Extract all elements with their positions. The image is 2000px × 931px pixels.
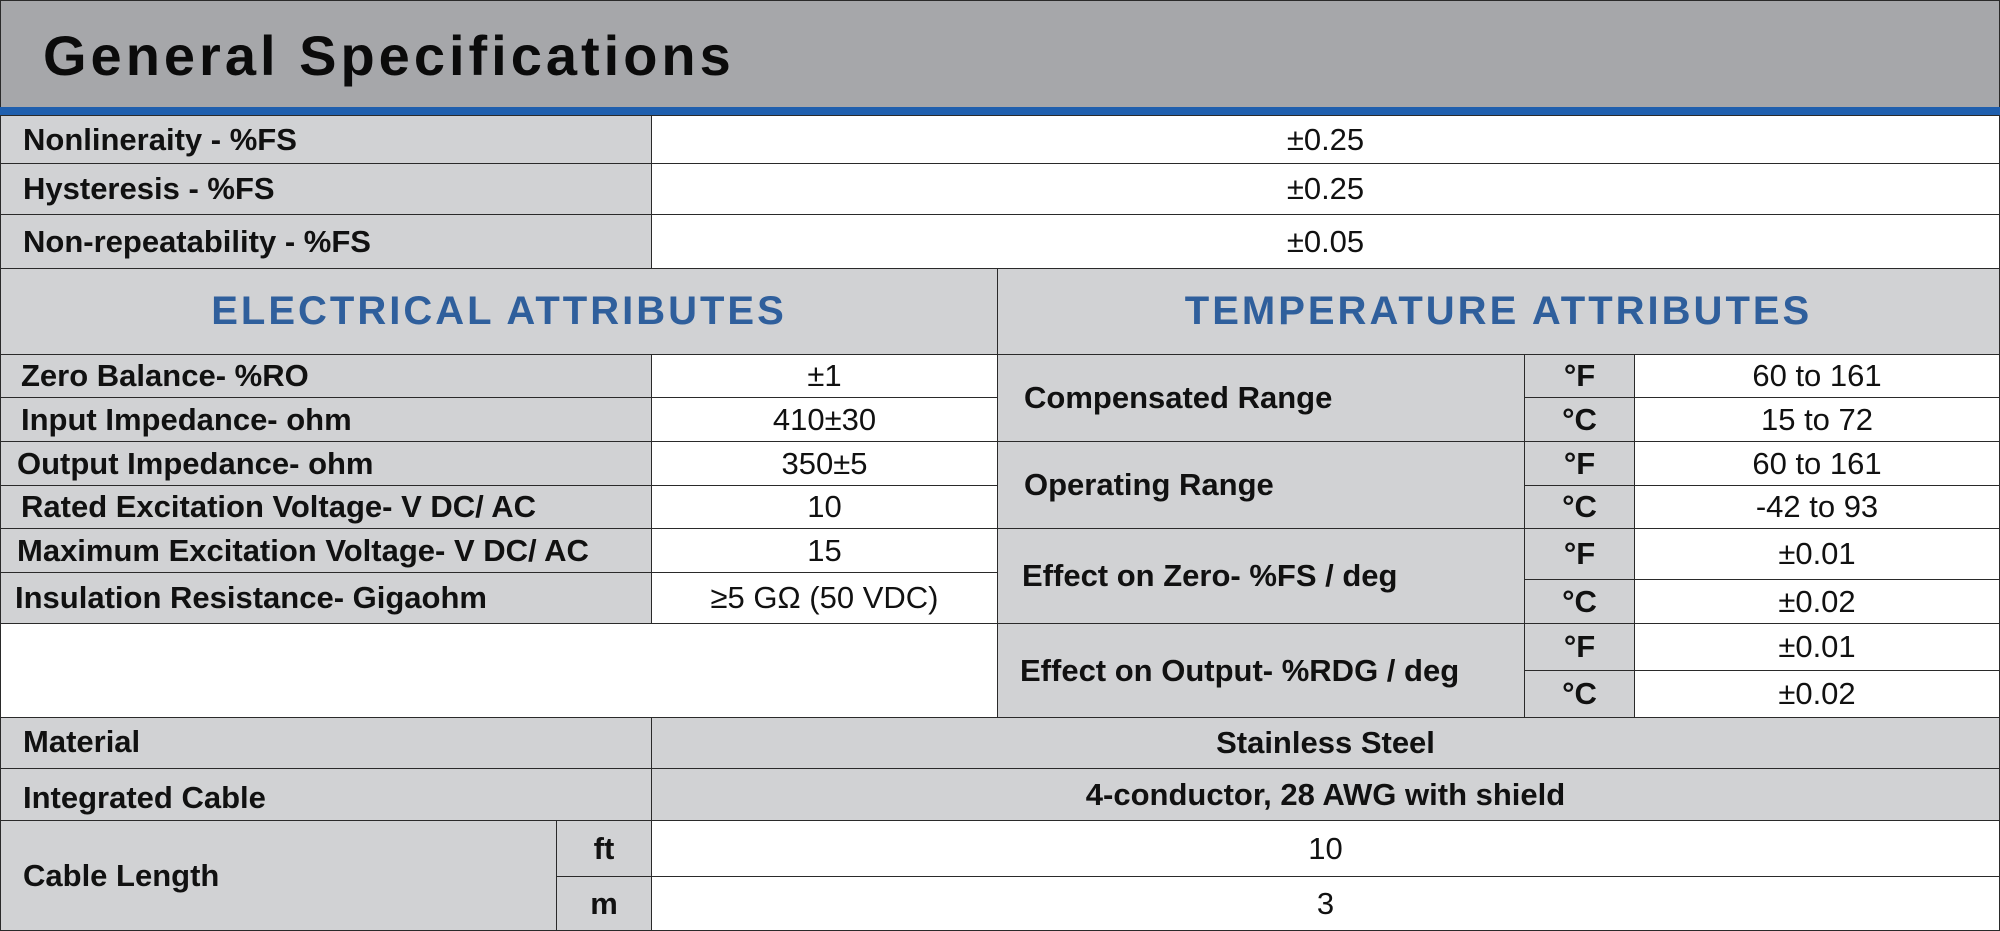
maximum-excitation-label: Maximum Excitation Voltage- V DC/ AC xyxy=(0,528,652,573)
electrical-attributes-heading: ELECTRICAL ATTRIBUTES xyxy=(0,268,998,355)
non-repeatability-value: ±0.05 xyxy=(651,214,2000,269)
page-title: General Specifications xyxy=(43,24,735,87)
integrated-cable-label: Integrated Cable xyxy=(0,768,652,821)
compensated-f-unit: °F xyxy=(1524,354,1635,398)
nonlinearity-label: Nonlineraity - %FS xyxy=(0,115,652,164)
compensated-c-unit: °C xyxy=(1524,397,1635,442)
compensated-range-label: Compensated Range xyxy=(997,354,1525,442)
effect-output-c-unit: °C xyxy=(1524,670,1635,718)
effect-on-output-label: Effect on Output- %RDG / deg xyxy=(997,623,1525,718)
insulation-resistance-value: ≥5 GΩ (50 VDC) xyxy=(651,572,998,624)
rated-excitation-label: Rated Excitation Voltage- V DC/ AC xyxy=(0,485,652,529)
nonlinearity-value: ±0.25 xyxy=(651,115,2000,164)
cable-length-label: Cable Length xyxy=(0,820,557,931)
material-value: Stainless Steel xyxy=(651,717,2000,769)
electrical-blank-cell xyxy=(0,623,998,718)
input-impedance-value: 410±30 xyxy=(651,397,998,442)
insulation-resistance-label: Insulation Resistance- Gigaohm xyxy=(0,572,652,624)
temperature-attributes-heading: TEMPERATURE ATTRIBUTES xyxy=(997,268,2000,355)
operating-c-value: -42 to 93 xyxy=(1634,485,2000,529)
operating-f-value: 60 to 161 xyxy=(1634,441,2000,486)
effect-output-c-value: ±0.02 xyxy=(1634,670,2000,718)
cable-length-m-value: 3 xyxy=(651,876,2000,931)
rated-excitation-value: 10 xyxy=(651,485,998,529)
operating-f-unit: °F xyxy=(1524,441,1635,486)
zero-balance-value: ±1 xyxy=(651,354,998,398)
material-label: Material xyxy=(0,717,652,769)
compensated-c-value: 15 to 72 xyxy=(1634,397,2000,442)
effect-zero-f-value: ±0.01 xyxy=(1634,528,2000,580)
effect-zero-f-unit: °F xyxy=(1524,528,1635,580)
zero-balance-label: Zero Balance- %RO xyxy=(0,354,652,398)
output-impedance-value: 350±5 xyxy=(651,441,998,486)
cable-length-ft-value: 10 xyxy=(651,820,2000,877)
effect-output-f-unit: °F xyxy=(1524,623,1635,671)
cable-length-m-unit: m xyxy=(556,876,652,931)
cable-length-ft-unit: ft xyxy=(556,820,652,877)
operating-c-unit: °C xyxy=(1524,485,1635,529)
effect-output-f-value: ±0.01 xyxy=(1634,623,2000,671)
effect-on-zero-label: Effect on Zero- %FS / deg xyxy=(997,528,1525,624)
hysteresis-label: Hysteresis - %FS xyxy=(0,163,652,215)
input-impedance-label: Input Impedance- ohm xyxy=(0,397,652,442)
effect-zero-c-unit: °C xyxy=(1524,579,1635,624)
non-repeatability-label: Non-repeatability - %FS xyxy=(0,214,652,269)
title-divider xyxy=(0,107,2000,115)
hysteresis-value: ±0.25 xyxy=(651,163,2000,215)
compensated-f-value: 60 to 161 xyxy=(1634,354,2000,398)
integrated-cable-value: 4-conductor, 28 AWG with shield xyxy=(651,768,2000,821)
output-impedance-label: Output Impedance- ohm xyxy=(0,441,652,486)
maximum-excitation-value: 15 xyxy=(651,528,998,573)
operating-range-label: Operating Range xyxy=(997,441,1525,529)
title-bar xyxy=(0,0,2000,110)
effect-zero-c-value: ±0.02 xyxy=(1634,579,2000,624)
